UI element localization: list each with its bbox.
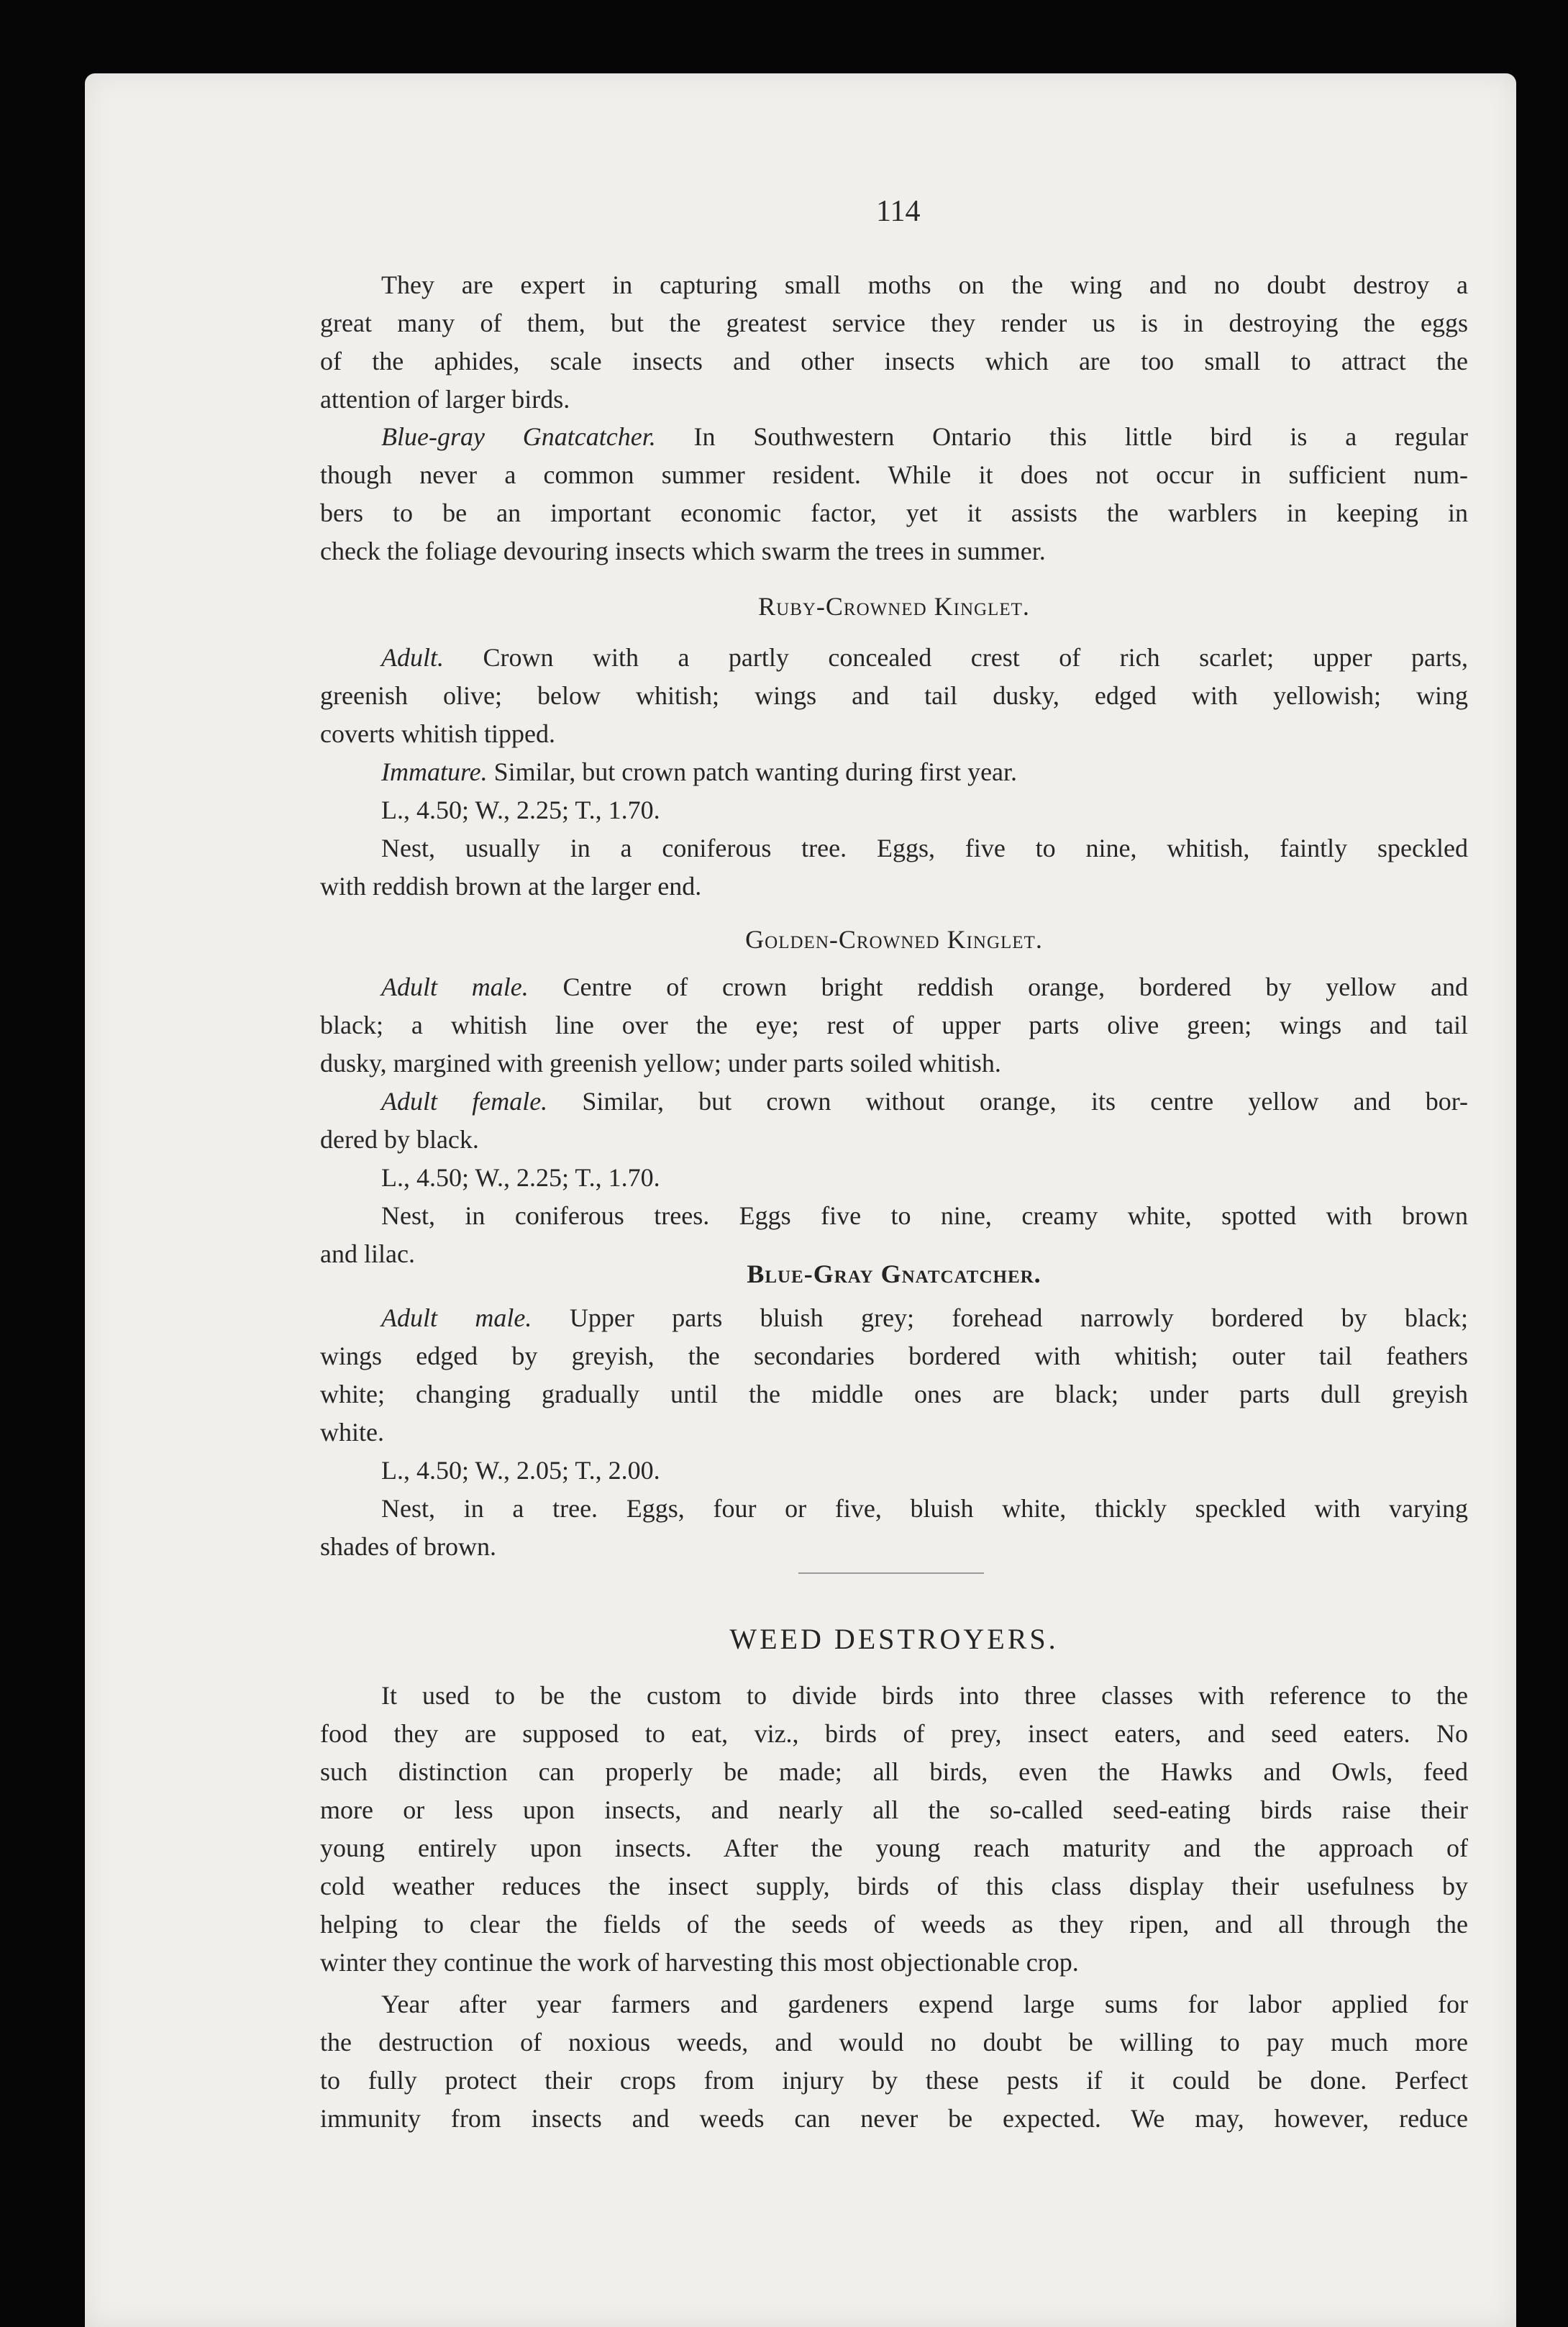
section-heading: Blue-Gray Gnatcatcher.: [747, 1260, 1041, 1288]
text-line: though never a common summer resident. While it does not occur in sufficient num-: [320, 460, 1468, 489]
text-line: Adult. Crown with a partly concealed crest of rich scarlet; upper parts,: [381, 643, 1468, 672]
text-line: helping to clear the fields of the seeds of weeds as they ripen, and all through the: [320, 1910, 1468, 1939]
text-line: wings edged by greyish, the secondaries bordered with whitish; outer tail feathers: [320, 1342, 1468, 1370]
text-line: immunity from insects and weeds can never be expected. We may, however, reduce: [320, 2104, 1468, 2133]
text-line: black; a whitish line over the eye; rest of upper parts olive green; wings and tail: [320, 1011, 1468, 1039]
page-number: 114: [876, 195, 921, 228]
text-line: Adult male. Upper parts bluish grey; forehead narrowly bordered by black;: [381, 1303, 1468, 1332]
text-line: greenish olive; below whitish; wings and tail dusky, edged with yellowish; wing: [320, 681, 1468, 710]
text-line: Blue-gray Gnatcatcher. In Southwestern Ontario this little bird is a regular: [381, 422, 1468, 451]
text-line: Nest, in coniferous trees. Eggs five to nine, creamy white, spotted with brown: [381, 1201, 1468, 1230]
text-line: Adult female. Similar, but crown without orange, its centre yellow and bor-: [381, 1087, 1469, 1116]
text-line: bers to be an important economic factor, yet it assists the warblers in keeping in: [320, 498, 1468, 527]
text-line: Nest, usually in a coniferous tree. Eggs, five to nine, whitish, faintly speckled: [381, 834, 1468, 862]
text-line: white; changing gradually until the middle ones are black; under parts dull greyish: [320, 1380, 1468, 1408]
text-line: check the foliage devouring insects which swarm the trees in summer.: [320, 537, 1046, 565]
measurements: L., 4.50; W., 2.05; T., 2.00.: [381, 1456, 660, 1485]
text-line: shades of brown.: [320, 1532, 496, 1561]
measurements: L., 4.50; W., 2.25; T., 1.70.: [381, 796, 660, 824]
text-line: more or less upon insects, and nearly all the so-called seed-eating birds raise their: [320, 1795, 1468, 1824]
section-heading: Ruby-Crowned Kinglet.: [758, 592, 1030, 621]
chapter-heading: WEED DESTROYERS.: [729, 1623, 1059, 1655]
text-line: and lilac.: [320, 1239, 415, 1268]
text-line: white.: [320, 1418, 384, 1447]
text-line: Nest, in a tree. Eggs, four or five, bluish white, thickly speckled with varying: [381, 1494, 1468, 1523]
text-line: coverts whitish tipped.: [320, 719, 555, 748]
species-term: Blue-gray Gnatcatcher.: [381, 422, 656, 451]
text-line: such distinction can properly be made; all birds, even the Hawks and Owls, feed: [320, 1757, 1468, 1786]
text-line: dered by black.: [320, 1125, 479, 1154]
text-line: dusky, margined with greenish yellow; under parts soiled whitish.: [320, 1049, 1001, 1078]
text-line: the destruction of noxious weeds, and would no doubt be willing to pay much more: [320, 2028, 1468, 2057]
text-line: Immature. Similar, but crown patch wanting during first year.: [381, 757, 1018, 786]
section-heading: Golden-Crowned Kinglet.: [745, 925, 1043, 954]
section-divider: [798, 1572, 984, 1574]
text-line: great many of them, but the greatest service they render us is in destroying the eggs: [320, 309, 1468, 337]
text-line: young entirely upon insects. After the young reach maturity and the approach of: [320, 1834, 1468, 1862]
text-line: with reddish brown at the larger end.: [320, 872, 702, 901]
text-line: of the aphides, scale insects and other insects which are too small to attract the: [320, 347, 1468, 375]
text-line: winter they continue the work of harvesting this most objectionable crop.: [320, 1948, 1079, 1977]
text-line: to fully protect their crops from injury by these pests if it could be done. Perfect: [320, 2066, 1468, 2095]
text-line: cold weather reduces the insect supply, birds of this class display their usefulness by: [320, 1872, 1468, 1900]
text-line: Adult male. Centre of crown bright reddish orange, bordered by yellow and: [381, 973, 1468, 1001]
text-line: attention of larger birds.: [320, 385, 570, 414]
text-line: food they are supposed to eat, viz., birds of prey, insect eaters, and seed eaters. No: [320, 1719, 1468, 1748]
text-line: They are expert in capturing small moths on the wing and no doubt destroy a: [381, 270, 1468, 299]
text-line: It used to be the custom to divide birds into three classes with reference to the: [381, 1681, 1468, 1710]
measurements: L., 4.50; W., 2.25; T., 1.70.: [381, 1163, 660, 1192]
text-line: Year after year farmers and gardeners expend large sums for labor applied for: [381, 1990, 1468, 2018]
